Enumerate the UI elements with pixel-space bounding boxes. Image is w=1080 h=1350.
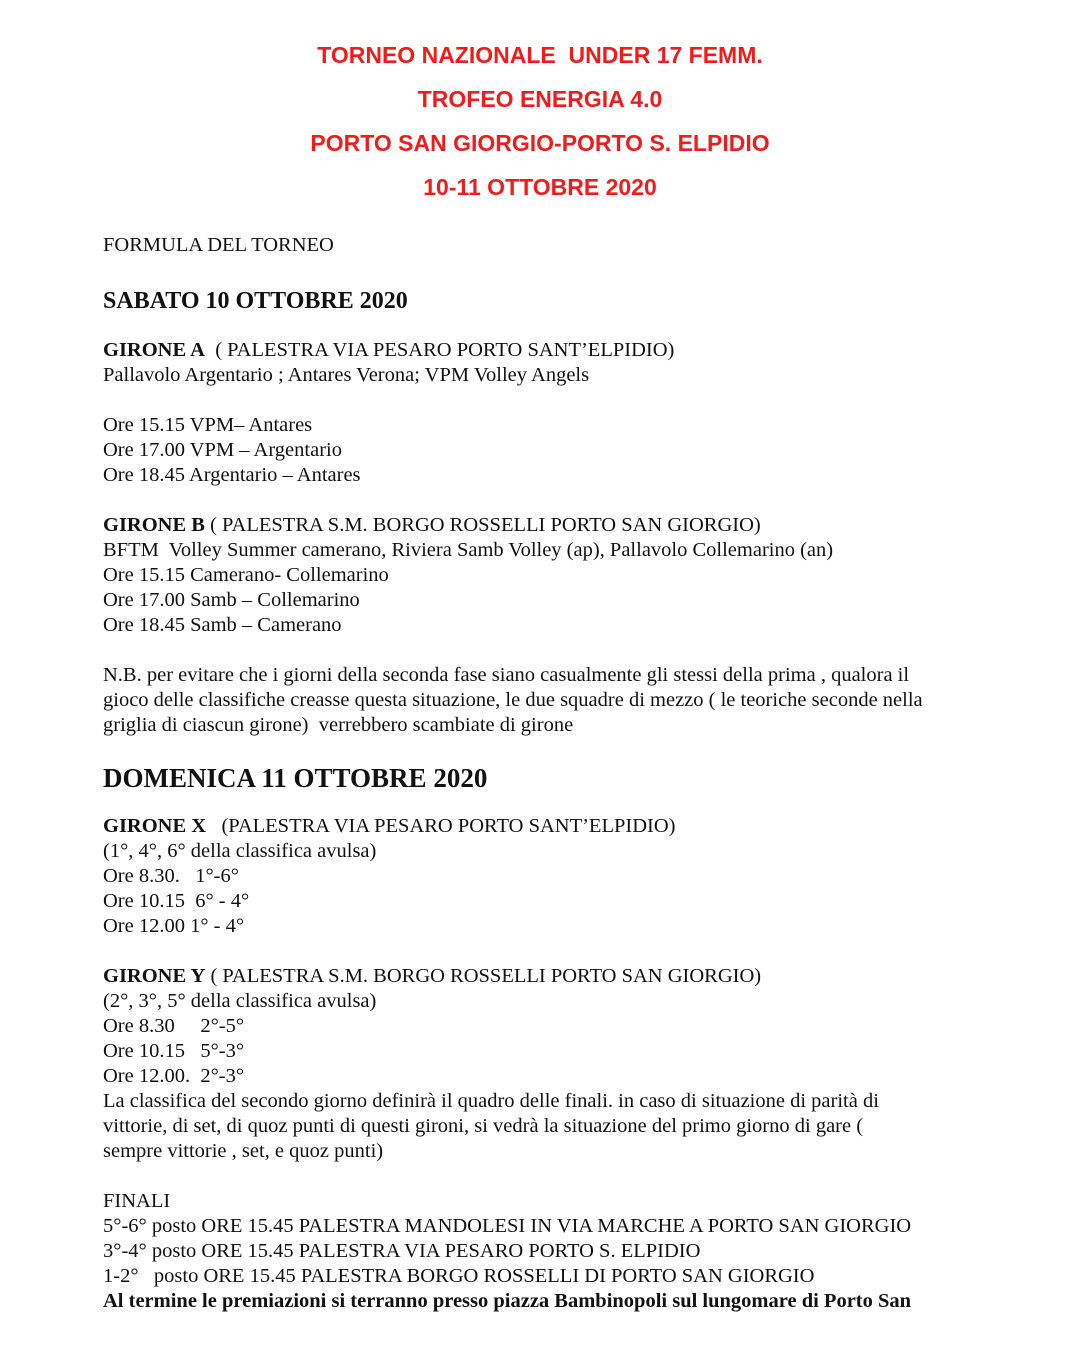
awards-closing-line: Al termine le premiazioni si terranno presso piazza Bambinopoli sul lungomare di Porto San bbox=[103, 1290, 912, 1312]
note-line: sempre vittorie , set, e quoz punti) bbox=[103, 1140, 384, 1162]
match-line: Ore 17.00 Samb – Collemarino bbox=[103, 589, 360, 611]
trophy-name: TROFEO ENERGIA 4.0 bbox=[417, 86, 663, 112]
match-line: Ore 17.00 VPM – Argentario bbox=[103, 439, 342, 461]
girone-x-heading bbox=[103, 814, 1043, 839]
girone-b-section bbox=[103, 513, 1043, 638]
match-line: Ore 18.45 Argentario – Antares bbox=[103, 464, 361, 486]
girone-x-section bbox=[103, 814, 1043, 939]
note-line: gioco delle classifiche creasse questa situazione, le due squadre di mezzo ( le teoriche seconde nella bbox=[103, 689, 923, 711]
girone-a-section bbox=[103, 338, 1043, 488]
match-line: Ore 12.00. 2°-3° bbox=[103, 1065, 245, 1087]
girone-b-label: GIRONE B bbox=[103, 514, 205, 536]
match-line: Ore 18.45 Samb – Camerano bbox=[103, 614, 342, 636]
girone-b-heading bbox=[103, 513, 1043, 538]
girone-y-venue: ( PALESTRA S.M. BORGO ROSSELLI PORTO SAN GIORGIO) bbox=[205, 965, 762, 987]
match-line: Ore 10.15 6° - 4° bbox=[103, 890, 250, 912]
finals-section bbox=[103, 1189, 1043, 1314]
sunday-heading: DOMENICA 11 OTTOBRE 2020 bbox=[103, 763, 488, 793]
match-line: Ore 15.15 VPM– Antares bbox=[103, 414, 313, 436]
note-line: N.B. per evitare che i giorni della seconda fase siano casualmente gli stessi della prima , qualora il bbox=[103, 664, 910, 686]
formula-heading: FORMULA DEL TORNEO bbox=[103, 234, 334, 256]
girone-x-label: GIRONE X bbox=[103, 815, 207, 837]
final-item: 3°-4° posto ORE 15.45 PALESTRA VIA PESARO PORTO S. ELPIDIO bbox=[103, 1240, 701, 1262]
girone-b-venue: ( PALESTRA S.M. BORGO ROSSELLI PORTO SAN GIORGIO) bbox=[204, 514, 761, 536]
match-line: Ore 8.30 2°-5° bbox=[103, 1015, 245, 1037]
match-line: Ore 15.15 Camerano- Collemarino bbox=[103, 564, 389, 586]
match-line: Ore 8.30. 1°-6° bbox=[103, 865, 239, 887]
final-item: 5°-6° posto ORE 15.45 PALESTRA MANDOLESI IN VIA MARCHE A PORTO SAN GIORGIO bbox=[103, 1215, 912, 1237]
match-line: Ore 12.00 1° - 4° bbox=[103, 915, 245, 937]
ranking-note bbox=[103, 1089, 1043, 1164]
girone-y-positions: (2°, 3°, 5° della classifica avulsa) bbox=[103, 990, 377, 1012]
girone-a-label: GIRONE A bbox=[103, 339, 205, 361]
note-line: vittorie, di set, di quoz punti di questi gironi, si vedrà la situazione del primo giorno di gare ( bbox=[103, 1115, 864, 1137]
tournament-dates: 10-11 OTTOBRE 2020 bbox=[423, 174, 657, 200]
girone-b-teams: BFTM Volley Summer camerano, Riviera Samb Volley (ap), Pallavolo Collemarino (an) bbox=[103, 539, 834, 561]
document-header bbox=[0, 33, 1080, 209]
note-line: La classifica del secondo giorno definirà il quadro delle finali. in caso di situazione di parità di bbox=[103, 1090, 879, 1112]
girone-a-venue: ( PALESTRA VIA PESARO PORTO SANT’ELPIDIO) bbox=[204, 339, 675, 361]
final-item: 1-2° posto ORE 15.45 PALESTRA BORGO ROSSELLI DI PORTO SAN GIORGIO bbox=[103, 1265, 815, 1287]
girone-a-teams: Pallavolo Argentario ; Antares Verona; VPM Volley Angels bbox=[103, 364, 590, 386]
girone-x-positions: (1°, 4°, 6° della classifica avulsa) bbox=[103, 840, 377, 862]
note-line: griglia di ciascun girone) verrebbero scambiate di girone bbox=[103, 714, 574, 736]
girone-a-heading bbox=[103, 338, 1043, 363]
tournament-title: TORNEO NAZIONALE UNDER 17 FEMM. bbox=[317, 42, 763, 68]
match-line: Ore 10.15 5°-3° bbox=[103, 1040, 245, 1062]
finals-heading: FINALI bbox=[103, 1190, 171, 1212]
tournament-location: PORTO SAN GIORGIO-PORTO S. ELPIDIO bbox=[310, 130, 770, 156]
girone-y-heading bbox=[103, 964, 1043, 989]
girone-y-section bbox=[103, 964, 1043, 1089]
saturday-heading: SABATO 10 OTTOBRE 2020 bbox=[103, 288, 408, 314]
nb-note bbox=[103, 663, 1043, 738]
girone-y-label: GIRONE Y bbox=[103, 965, 206, 987]
girone-x-venue: (PALESTRA VIA PESARO PORTO SANT’ELPIDIO) bbox=[206, 815, 676, 837]
document-body bbox=[103, 233, 1043, 1314]
